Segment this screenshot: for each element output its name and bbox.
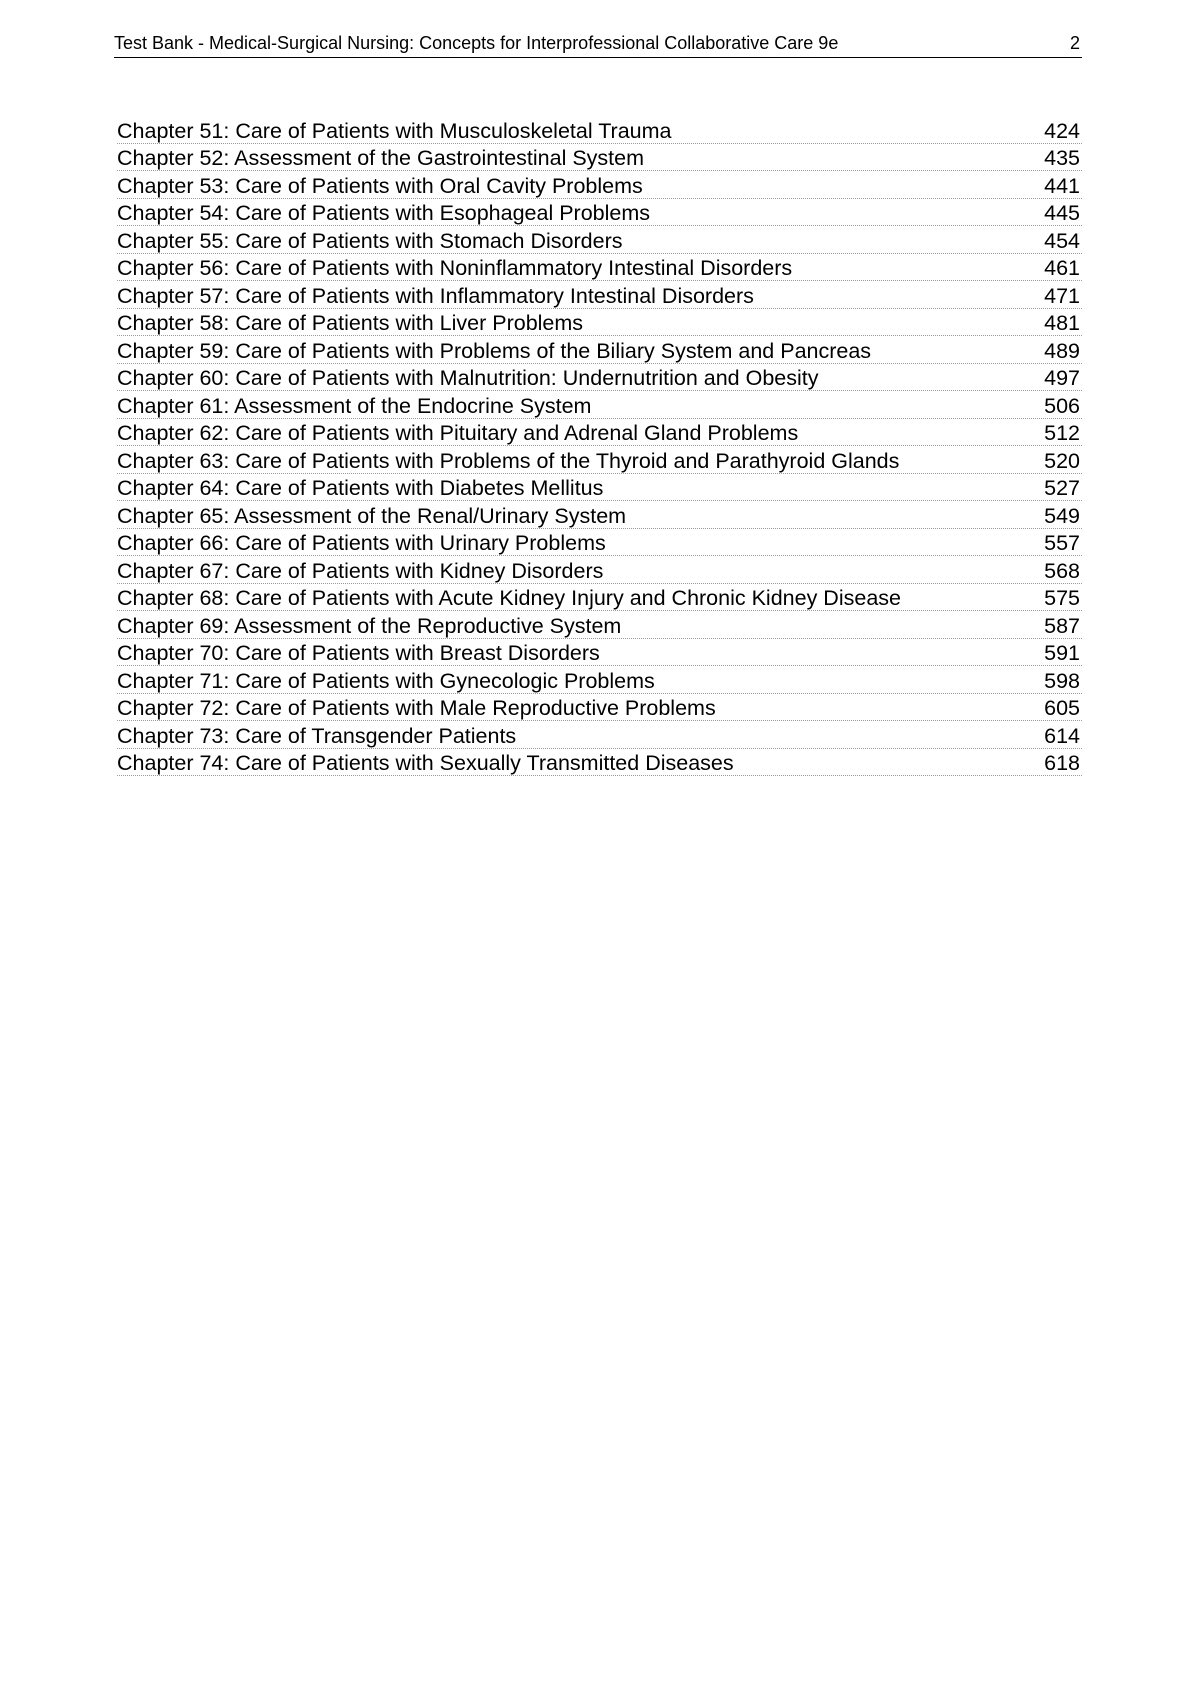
- toc-entry-title[interactable]: Chapter 56: Care of Patients with Noninflammatory Intestinal Disorders: [117, 256, 793, 280]
- toc-entry-title[interactable]: Chapter 60: Care of Patients with Malnutrition: Undernutrition and Obesity: [117, 366, 819, 390]
- toc-entry[interactable]: [117, 611, 1082, 639]
- toc-entry-page-number[interactable]: 618: [1044, 751, 1080, 775]
- toc-entry-page-number[interactable]: 605: [1044, 696, 1080, 720]
- toc-entry-page-number[interactable]: 471: [1044, 283, 1080, 308]
- toc-entry[interactable]: [117, 501, 1082, 529]
- toc-entry[interactable]: [117, 364, 1082, 392]
- toc-entry-page-number[interactable]: 461: [1044, 256, 1080, 280]
- toc-entry-page-number[interactable]: 575: [1044, 586, 1080, 610]
- toc-entry-title[interactable]: Chapter 69: Assessment of the Reproductive System: [117, 613, 622, 638]
- toc-entry-title[interactable]: Chapter 66: Care of Patients with Urinary Problems: [117, 531, 606, 555]
- toc-entry-title[interactable]: Chapter 74: Care of Patients with Sexually Transmitted Diseases: [117, 751, 734, 775]
- toc-entry-title[interactable]: Chapter 65: Assessment of the Renal/Urinary System: [117, 503, 627, 528]
- toc-entry[interactable]: [117, 666, 1082, 694]
- page-header: [114, 33, 1082, 58]
- header-page-number: 2: [1069, 33, 1080, 53]
- toc-entry-title[interactable]: Chapter 59: Care of Patients with Problems of the Biliary System and Pancreas: [117, 338, 872, 363]
- toc-entry[interactable]: [117, 144, 1082, 172]
- toc-entry[interactable]: [117, 639, 1082, 667]
- toc-entry-page-number[interactable]: 506: [1044, 393, 1080, 418]
- toc-entry-title[interactable]: Chapter 61: Assessment of the Endocrine System: [117, 393, 592, 418]
- toc-entry-title[interactable]: Chapter 64: Care of Patients with Diabetes Mellitus: [117, 476, 604, 500]
- toc-entry-title[interactable]: Chapter 70: Care of Patients with Breast Disorders: [117, 641, 600, 665]
- toc-entry-page-number[interactable]: 481: [1044, 311, 1080, 335]
- toc-entry-title[interactable]: Chapter 54: Care of Patients with Esophageal Problems: [117, 201, 651, 225]
- toc-entry-title[interactable]: Chapter 71: Care of Patients with Gynecologic Problems: [117, 668, 655, 693]
- toc-entry-page-number[interactable]: 441: [1044, 173, 1080, 198]
- toc-entry[interactable]: [117, 171, 1082, 199]
- toc-entry-title[interactable]: Chapter 55: Care of Patients with Stomach Disorders: [117, 228, 623, 253]
- toc-entry-page-number[interactable]: 512: [1044, 421, 1080, 445]
- toc-entry-page-number[interactable]: 445: [1044, 201, 1080, 225]
- toc-entry-page-number[interactable]: 614: [1044, 723, 1080, 748]
- toc-entry-page-number[interactable]: 587: [1044, 613, 1080, 638]
- toc-entry[interactable]: [117, 391, 1082, 419]
- toc-entry-title[interactable]: Chapter 51: Care of Patients with Musculoskeletal Trauma: [117, 118, 672, 143]
- toc-entry-page-number[interactable]: 435: [1044, 146, 1080, 170]
- toc-entry-page-number[interactable]: 549: [1044, 503, 1080, 528]
- toc-entry[interactable]: [117, 199, 1082, 227]
- toc-entry-page-number[interactable]: 591: [1044, 641, 1080, 665]
- table-of-contents: [117, 116, 1082, 776]
- toc-entry[interactable]: [117, 529, 1082, 557]
- toc-entry[interactable]: [117, 254, 1082, 282]
- toc-entry[interactable]: [117, 419, 1082, 447]
- toc-entry-title[interactable]: Chapter 62: Care of Patients with Pituitary and Adrenal Gland Problems: [117, 421, 799, 445]
- toc-entry[interactable]: [117, 584, 1082, 612]
- toc-entry-page-number[interactable]: 454: [1044, 228, 1080, 253]
- toc-entry-page-number[interactable]: 557: [1044, 531, 1080, 555]
- toc-entry-page-number[interactable]: 568: [1044, 558, 1080, 583]
- toc-entry[interactable]: [117, 446, 1082, 474]
- toc-entry[interactable]: [117, 116, 1082, 144]
- toc-entry-page-number[interactable]: 520: [1044, 448, 1080, 473]
- toc-entry-title[interactable]: Chapter 73: Care of Transgender Patients: [117, 723, 517, 748]
- toc-entry-title[interactable]: Chapter 57: Care of Patients with Inflammatory Intestinal Disorders: [117, 283, 754, 308]
- toc-entry[interactable]: [117, 556, 1082, 584]
- toc-entry-title[interactable]: Chapter 53: Care of Patients with Oral Cavity Problems: [117, 173, 643, 198]
- toc-entry-title[interactable]: Chapter 67: Care of Patients with Kidney Disorders: [117, 558, 604, 583]
- header-title: Test Bank - Medical-Surgical Nursing: Concepts for Interprofessional Collaborative Care 9e: [114, 33, 839, 53]
- toc-entry-page-number[interactable]: 598: [1044, 668, 1080, 693]
- toc-entry[interactable]: [117, 474, 1082, 502]
- toc-entry[interactable]: [117, 281, 1082, 309]
- toc-entry-title[interactable]: Chapter 52: Assessment of the Gastrointestinal System: [117, 146, 645, 170]
- toc-entry-title[interactable]: Chapter 58: Care of Patients with Liver Problems: [117, 311, 584, 335]
- toc-entry-title[interactable]: Chapter 68: Care of Patients with Acute Kidney Injury and Chronic Kidney Disease: [117, 586, 901, 610]
- toc-entry[interactable]: [117, 721, 1082, 749]
- toc-entry-page-number[interactable]: 424: [1044, 118, 1080, 143]
- toc-entry[interactable]: [117, 694, 1082, 722]
- toc-entry[interactable]: [117, 309, 1082, 337]
- toc-entry[interactable]: [117, 749, 1082, 777]
- toc-entry-title[interactable]: Chapter 72: Care of Patients with Male Reproductive Problems: [117, 696, 716, 720]
- toc-entry[interactable]: [117, 336, 1082, 364]
- toc-entry-page-number[interactable]: 497: [1044, 366, 1080, 390]
- toc-entry-page-number[interactable]: 527: [1044, 476, 1080, 500]
- toc-entry[interactable]: [117, 226, 1082, 254]
- toc-entry-title[interactable]: Chapter 63: Care of Patients with Problems of the Thyroid and Parathyroid Glands: [117, 448, 900, 473]
- toc-entry-page-number[interactable]: 489: [1044, 338, 1080, 363]
